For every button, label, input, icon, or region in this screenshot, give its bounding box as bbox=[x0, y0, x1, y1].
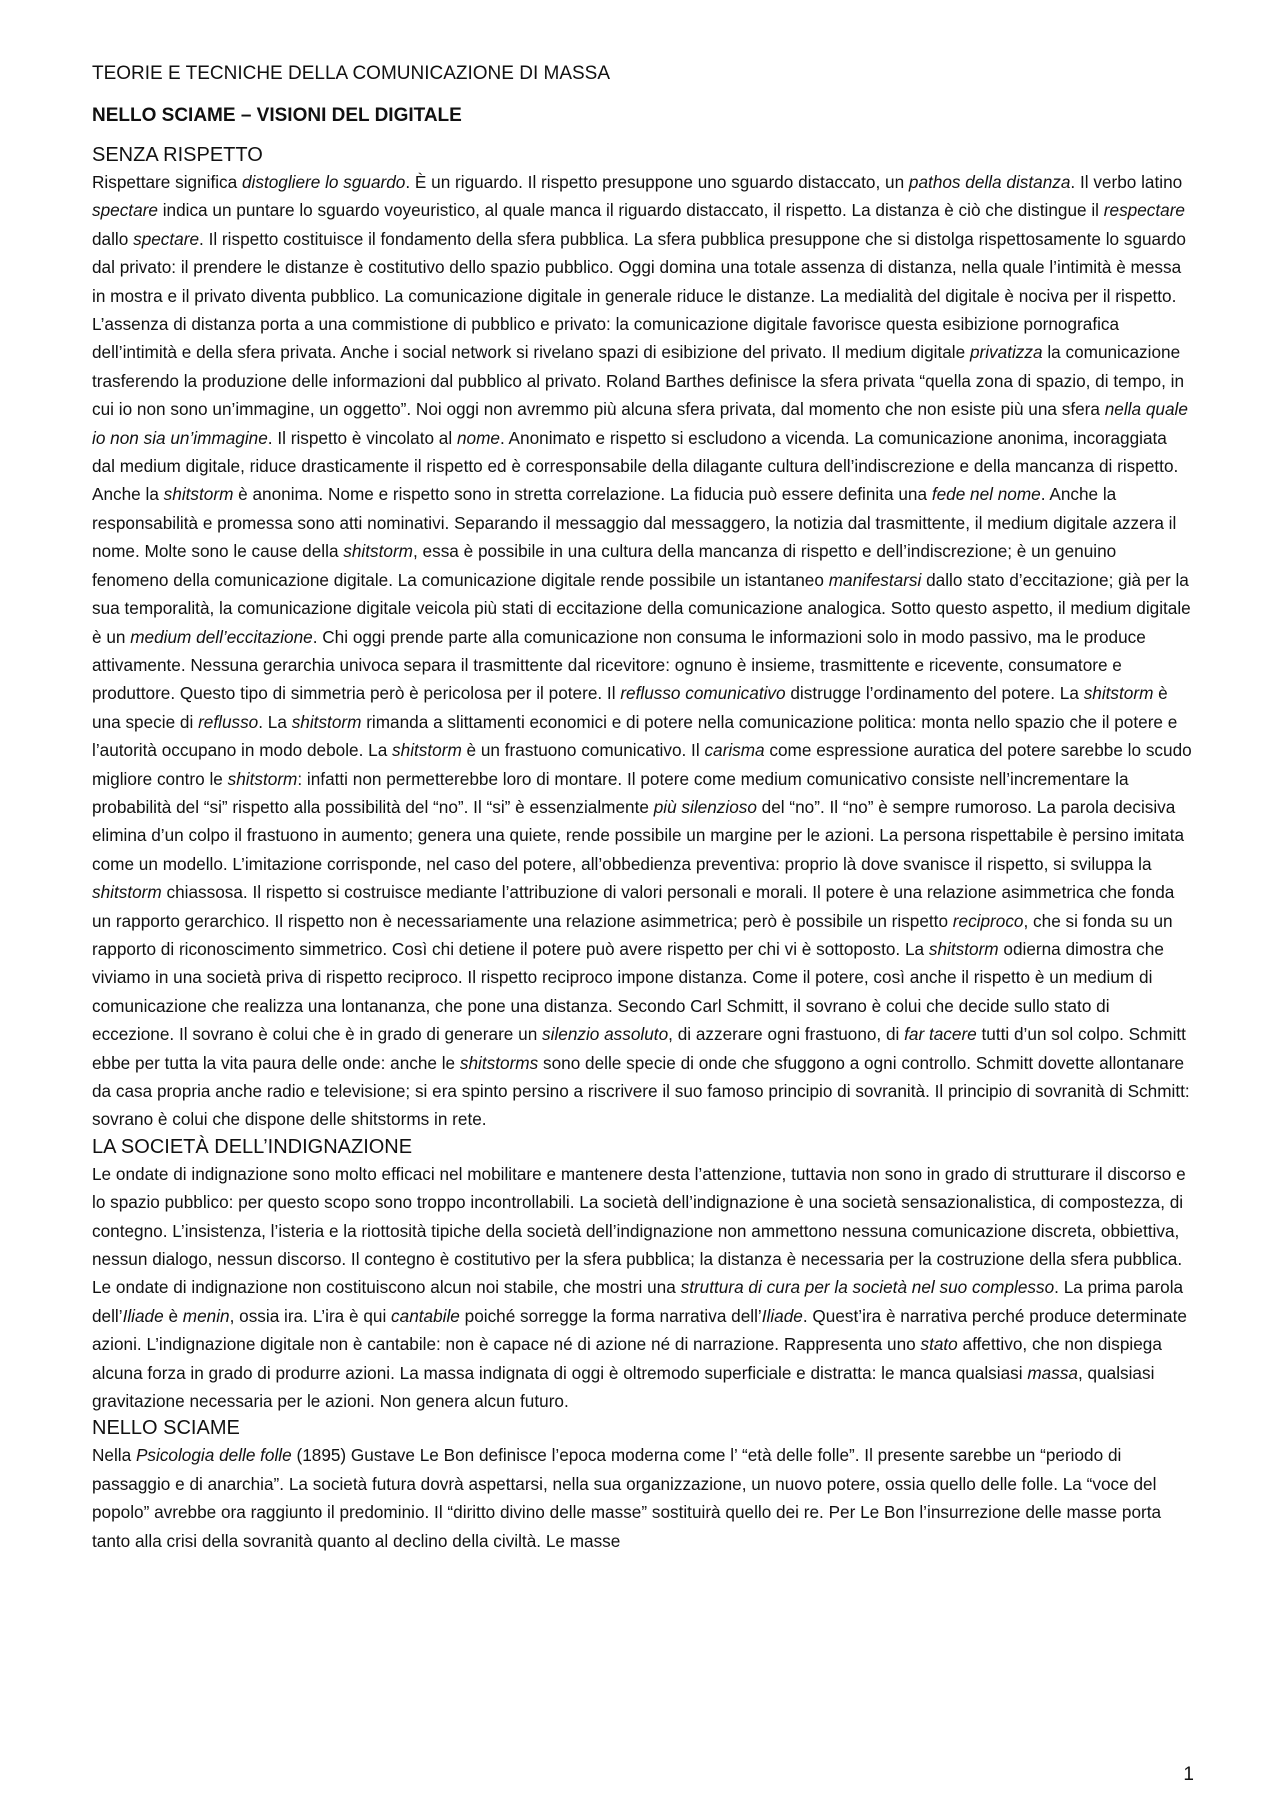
italic-text-run: stato bbox=[920, 1334, 958, 1355]
italic-text-run: shitstorm bbox=[163, 484, 234, 505]
text-run: . La prima parola dell’ bbox=[92, 1277, 1184, 1326]
page-number: 1 bbox=[1183, 1764, 1194, 1785]
section-heading-nello-sciame: NELLO SCIAME bbox=[92, 1417, 240, 1440]
text-run: è bbox=[163, 1305, 183, 1326]
italic-text-run: far tacere bbox=[904, 1024, 977, 1045]
text-run: Nella bbox=[92, 1445, 136, 1466]
text-run: . La bbox=[258, 711, 292, 732]
italic-text-run: Iliade bbox=[761, 1305, 803, 1326]
italic-text-run: spectare bbox=[133, 228, 200, 249]
text-run: , ossia ira. L’ira è qui bbox=[229, 1305, 392, 1326]
italic-text-run: shitstorm bbox=[227, 768, 298, 789]
section-body-nello-sciame bbox=[92, 1441, 1192, 1555]
text-run: è anonima. Nome e rispetto sono in stretta correlazione. La fiducia può essere definita una bbox=[233, 484, 932, 505]
italic-text-run: shitstorms bbox=[459, 1052, 539, 1073]
text-run: , qualsiasi gravitazione necessaria per le azioni. Non genera alcun futuro. bbox=[92, 1362, 1155, 1412]
text-run: affettivo, che non dispiega alcuna forza in grado di produrre azioni. La massa indignata di oggi è oltremodo superficiale e distratta: le manca qualsiasi bbox=[92, 1334, 1162, 1383]
document-title: TEORIE E TECNICHE DELLA COMUNICAZIONE DI MASSA bbox=[92, 63, 611, 84]
italic-text-run: fede nel nome bbox=[931, 484, 1041, 505]
text-run: odierna dimostra che viviamo in una società priva di rispetto reciproco. Il rispetto reciproco impone distanza. Come il potere, così anche il rispetto è un medium di comunicazione che realizza una lontananza, che pone una distanza. Secondo Carl Schmitt, il sovrano è colui che decide sullo stato di eccezione. Il sovrano è colui che è in grado di generare un bbox=[92, 938, 1164, 1045]
italic-text-run: manifestarsi bbox=[828, 569, 922, 590]
text-run: Rispettare significa bbox=[92, 172, 242, 192]
text-run: come espressione auratica del potere sarebbe lo scudo migliore contro le bbox=[92, 740, 1192, 789]
italic-text-run: shitstorm bbox=[343, 541, 413, 562]
text-run: . Quest’ira è narrativa perché produce determinate azioni. L’indignazione digitale non è cantabile: non è capace né di azione né di narrazione. Rappresenta uno bbox=[92, 1305, 1187, 1355]
text-run: . Il rispetto costituisce il fondamento della sfera pubblica. La sfera pubblica presuppone che si distolga rispettosamente lo sguardo dal privato: il prendere le distanze è costitutivo dello spazio pubblico. Oggi domina una totale assenza di distanza, nella quale l’intimità è messa in mostra e il privato diventa pubblico. La comunicazione digitale in generale riduce le distanze. La medialità del digitale è nociva per il rispetto. L’assenza di distanza porta a una commistione di pubblico e privato: la comunicazione digitale favorisce questa esibizione pornografica dell’intimità e della sfera privata. Anche i social network si rivelano spazi di esibizione del privato. Il medium digitale bbox=[92, 228, 1186, 363]
italic-text-run: reciproco bbox=[952, 910, 1024, 931]
document-page bbox=[92, 62, 1192, 1555]
text-run: . Il verbo latino bbox=[1070, 172, 1183, 192]
italic-text-run: Psicologia delle folle bbox=[135, 1445, 292, 1466]
italic-text-run: shitstorm bbox=[291, 711, 362, 732]
italic-text-run: nome bbox=[456, 427, 500, 448]
section-body-senza-rispetto bbox=[92, 168, 1192, 1134]
text-run: del “no”. Il “no” è sempre rumoroso. La parola decisiva elimina d’un colpo il frastuono in aumento; genera una quiete, rende possibile un margine per le azioni. La persona rispettabile è persino imitata come un modello. L’imitazione corrisponde, nel caso del potere, all’obbedienza preventiva: proprio là dove svanisce il rispetto, si sviluppa la bbox=[92, 796, 1185, 874]
italic-text-run: pathos della distanza bbox=[908, 172, 1071, 192]
italic-text-run: distogliere lo sguardo bbox=[241, 172, 406, 192]
italic-text-run: silenzio assoluto bbox=[542, 1024, 669, 1045]
italic-text-run: shitstorm bbox=[1083, 683, 1154, 704]
italic-text-run: carisma bbox=[704, 740, 765, 761]
text-run: la comunicazione trasferendo la produzione delle informazioni dal pubblico al privato. Roland Barthes definisce la sfera privata “quella zona di spazio, di tempo, in cui io non sono un’immagine, un oggetto”. Noi oggi non avremmo più alcuna sfera privata, dal momento che non esiste più una sfera bbox=[92, 342, 1185, 420]
italic-text-run: più silenzioso bbox=[653, 796, 757, 817]
italic-text-run: reflusso bbox=[198, 711, 259, 732]
text-run: indica un puntare lo sguardo voyeuristico, al quale manca il riguardo distaccato, il rispetto. La distanza è ciò che distingue il bbox=[157, 200, 1104, 221]
text-run: è un frastuono comunicativo. Il bbox=[461, 740, 705, 761]
italic-text-run: shitstorm bbox=[928, 938, 999, 959]
section-heading-societa-indignazione: LA SOCIETÀ DELL’INDIGNAZIONE bbox=[92, 1135, 413, 1158]
text-run: . Anonimato e rispetto si escludono a vicenda. La comunicazione anonima, incoraggiata dal medium digitale, riduce drasticamente il rispetto ed è corresponsabile della dilagante cultura dell’indiscrezione e della mancanza di rispetto. Anche la bbox=[92, 427, 1179, 505]
text-run: . Il rispetto è vincolato al bbox=[267, 427, 457, 448]
italic-text-run: Iliade bbox=[122, 1305, 164, 1326]
document-subtitle: NELLO SCIAME – VISIONI DEL DIGITALE bbox=[92, 105, 462, 126]
text-run: è una specie di bbox=[92, 683, 1168, 732]
text-run: , che si fonda su un rapporto di riconoscimento simmetrico. Così chi detiene il potere può avere rispetto per chi vi è sottoposto. La bbox=[92, 910, 1173, 959]
text-run: . Anche la responsabilità e promessa sono atti nominativi. Separando il messaggio dal messaggero, la notizia dal trasmittente, il medium digitale azzera il nome. Molte sono le cause della bbox=[92, 484, 1177, 562]
text-run: rimanda a slittamenti economici e di potere nella comunicazione politica: monta nello spazio che il potere e l’autorità occupano in modo debole. La bbox=[92, 711, 1178, 761]
italic-text-run: reflusso comunicativo bbox=[620, 683, 786, 704]
italic-text-run: spectare bbox=[92, 200, 158, 221]
italic-text-run: nella quale io non sia un’immagine bbox=[92, 399, 1188, 448]
text-run: Le ondate di indignazione sono molto efficaci nel mobilitare e mantenere desta l’attenzione, tuttavia non sono in grado di strutturare il discorso e lo spazio pubblico: per questo scopo sono troppo incontrollabili. La società dell’indignazione è una società sensazionalistica, di compostezza, di contegno. L’insistenza, l’isteria e la riottosità tipiche della società dell’indignazione non ammettono nessuna comunicazione discreta, obbiettiva, nessun dialogo, nessun discorso. Il contegno è costitutivo per la sfera pubblica; la distanza è necessaria per la costruzione della sfera pubblica. Le ondate di indignazione non costituiscono alcun noi stabile, che mostri una bbox=[92, 1163, 1186, 1298]
italic-text-run: respectare bbox=[1103, 200, 1185, 221]
text-run: dallo bbox=[92, 228, 134, 249]
text-run: . Chi oggi prende parte alla comunicazione non consuma le informazioni solo in modo passivo, ma le produce attivamente. Nessuna gerarchia univoca separa il trasmittente dal ricevitore: ognuno è insieme, trasmittente e ricevente, consumatore e produttore. Questo tipo di simmetria però è pericolosa per il potere. Il bbox=[92, 626, 1146, 704]
section-heading-senza-rispetto: SENZA RISPETTO bbox=[92, 144, 263, 166]
text-run: tutti d’un sol colpo. Schmitt ebbe per tutta la vita paura delle onde: anche le bbox=[92, 1024, 1186, 1073]
italic-text-run: menin bbox=[182, 1305, 230, 1326]
italic-text-run: massa bbox=[1027, 1362, 1078, 1383]
italic-text-run: medium dell’eccitazione bbox=[130, 626, 313, 647]
text-run: dallo stato d’eccitazione; già per la sua temporalità, la comunicazione digitale veicola più stati di eccitazione della comunicazione analogica. Sotto questo aspetto, il medium digitale è un bbox=[92, 569, 1191, 647]
italic-text-run: shitstorm bbox=[392, 740, 462, 761]
text-run: . È un riguardo. Il rispetto presuppone uno sguardo distaccato, un bbox=[405, 172, 909, 192]
text-run: distrugge l’ordinamento del potere. La bbox=[785, 683, 1084, 704]
italic-text-run: cantabile bbox=[391, 1305, 460, 1326]
italic-text-run: shitstorm bbox=[92, 882, 162, 903]
text-run: , essa è possibile in una cultura della mancanza di rispetto e dell’indiscrezione; è un genuino fenomeno della comunicazione digitale. La comunicazione digitale rende possibile un istantaneo bbox=[92, 541, 1117, 590]
italic-text-run: privatizza bbox=[969, 342, 1043, 363]
text-run: poiché sorregge la forma narrativa dell’ bbox=[459, 1305, 762, 1326]
text-run: (1895) Gustave Le Bon definisce l’epoca moderna come l’ “età delle folle”. Il presente sarebbe un “periodo di passaggio e di anarchia”. La società futura dovrà aspettarsi, nella sua organizzazione, un nuovo potere, ossia quello delle folle. La “voce del popolo” avrebbe ora raggiunto il predominio. Il “diritto divino delle masse” sostituirà quello dei re. Per Le Bon l’insurrezione delle masse porta tanto alla crisi della sovranità quanto al declino della civiltà. Le masse bbox=[92, 1445, 1162, 1551]
text-run: chiassosa. Il rispetto si costruisce mediante l’attribuzione di valori personali e morali. Il potere è una relazione asimmetrica che fonda un rapporto gerarchico. Il rispetto non è necessariamente una relazione asimmetrica; però è possibile un rispetto bbox=[92, 882, 1175, 931]
text-run: sono delle specie di onde che sfuggono a ogni controllo. Schmitt dovette allontanare da casa propria anche radio e televisione; si era spinto persino a riscrivere il suo famoso principio di sovranità. Il principio di sovranità di Schmitt: sovrano è colui che dispone delle shitstorms in rete. bbox=[92, 1052, 1190, 1130]
italic-text-run: struttura di cura per la società nel suo complesso bbox=[680, 1277, 1055, 1298]
section-body-societa-indignazione bbox=[92, 1160, 1192, 1416]
text-run: , di azzerare ogni frastuono, di bbox=[668, 1024, 905, 1045]
text-run: : infatti non permetterebbe loro di montare. Il potere come medium comunicativo consiste nell’incrementare la probabilità del “si” rispetto alla possibilità del “no”. Il “si” è essenzialmente bbox=[92, 768, 1129, 817]
